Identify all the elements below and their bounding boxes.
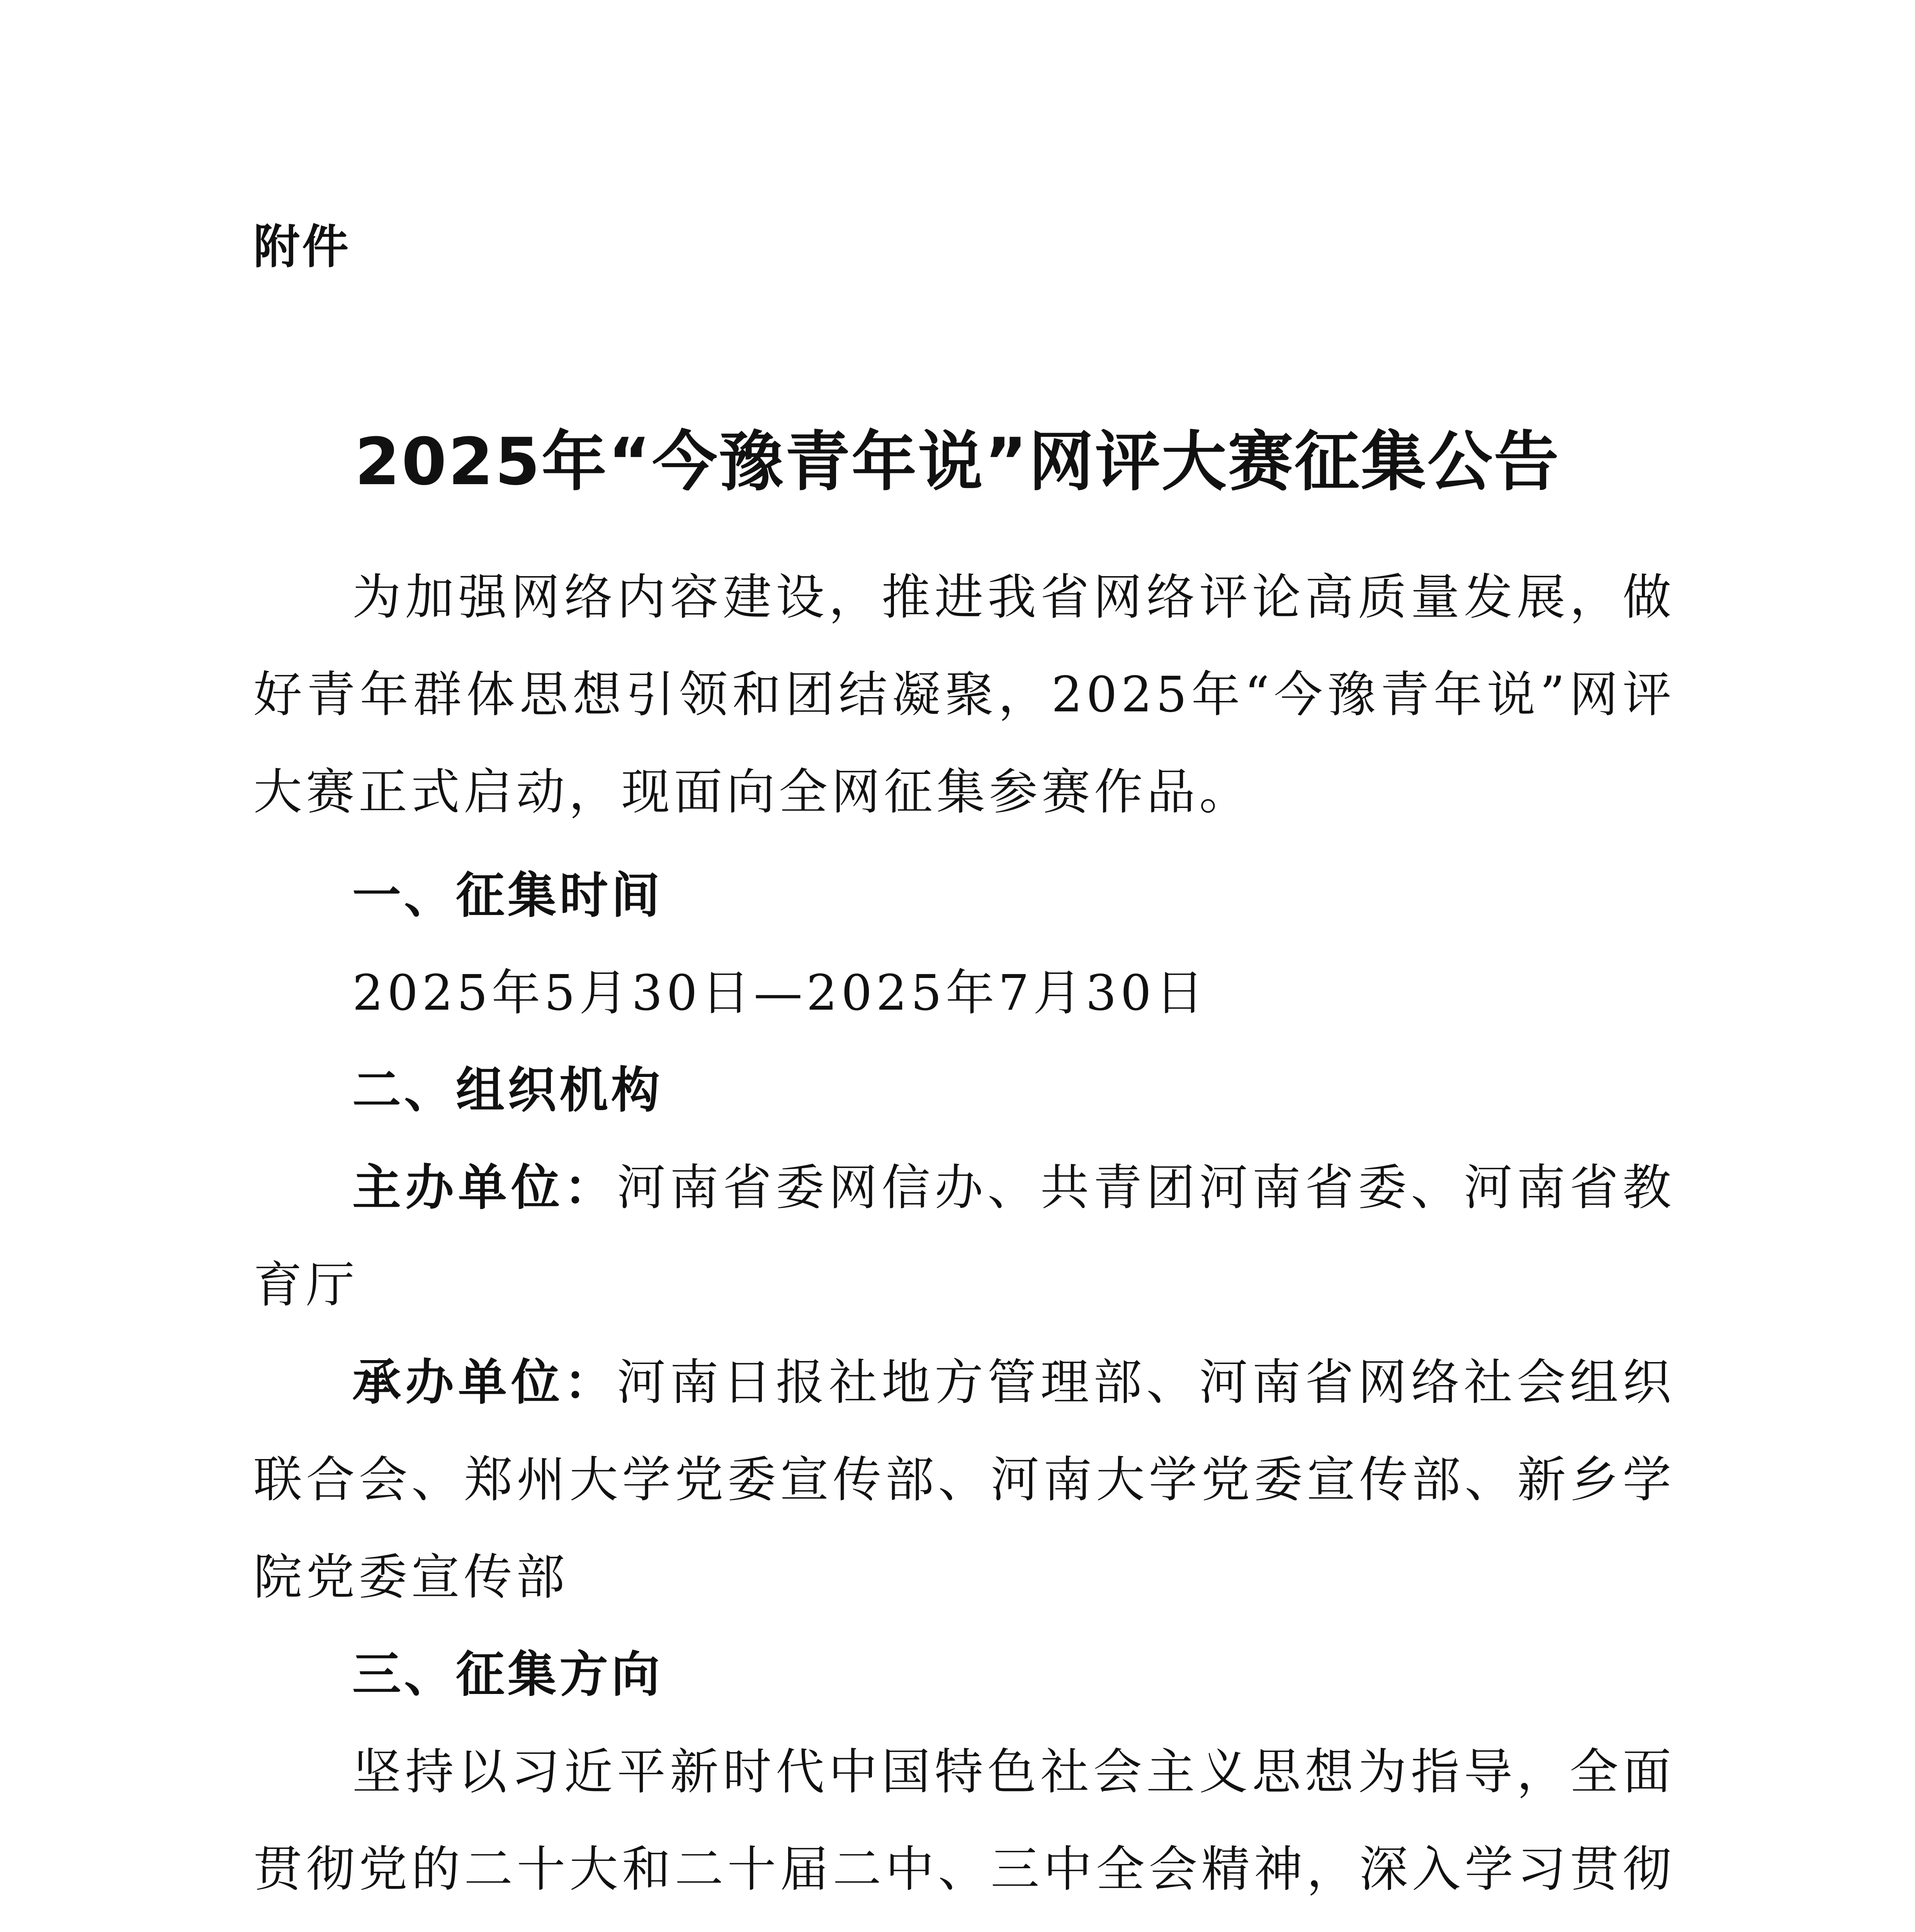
section-heading-time: 一、征集时间 [352,867,663,924]
host-units-label: 主办单位： [352,1159,617,1216]
intro-paragraph: 为加强网络内容建设，推进我省网络评论高质量发展，做好青年群体思想引领和团结凝聚，2025年“今豫青年说”网评大赛正式启动，现面向全网征集参赛作品。 [253,569,1675,820]
organizer-units-paragraph [253,1334,1675,1626]
collection-time-text: 2025年5月30日—2025年7月30日 [352,964,1208,1021]
section-heading-organization: 二、组织机构 [352,1062,663,1119]
organizer-units-label: 承办单位： [352,1354,617,1411]
section-heading-direction: 三、征集方向 [352,1646,663,1703]
organizer-units-text: 河南日报社地方管理部、河南省网络社会组织联合会、郑州大学党委宣传部、河南大学党委宣传部、新乡学院党委宣传部 [253,1354,1675,1605]
attachment-label: 附件 [253,220,351,274]
document-title: 2025年“今豫青年说”网评大赛征集公告 [355,424,1560,500]
collection-direction-paragraph: 坚持以习近平新时代中国特色社会主义思想为指导，全面贯彻党的二十大和二十届二中、三中全会精神，深入学习贯彻 [253,1743,1675,1898]
host-units-paragraph [253,1139,1675,1334]
host-units-text: 河南省委网信办、共青团河南省委、河南省教育厅 [253,1159,1675,1313]
